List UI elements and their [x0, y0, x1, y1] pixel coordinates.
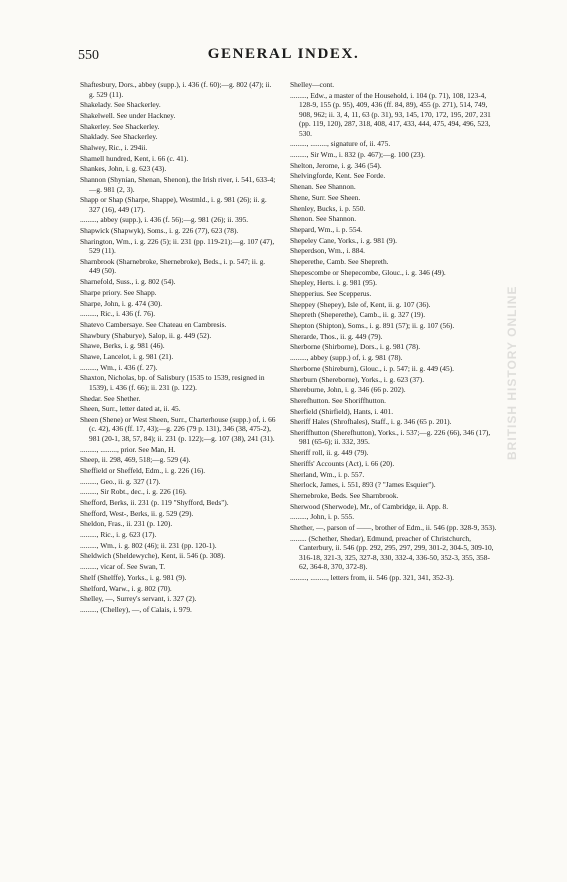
index-entry: Shepley, Herts. i. g. 981 (95). — [290, 278, 377, 288]
index-entry: Sherborne (Shireburn), Glouc., i. p. 547; ii. g. 449 (45). — [290, 363, 455, 373]
index-entry: Sherefhutton. See Shoriffhutton. — [290, 395, 386, 405]
index-entry: Sheep, ii. 298, 469, 518;—g. 529 (4). — [80, 455, 191, 465]
index-entry: Shelley, —, Surrey's servant, i. 327 (2). — [80, 594, 197, 604]
index-entry: ........., abbey (supp.) of, i. g. 981 (78). — [290, 353, 403, 363]
index-entry: Shefford, West-, Berks, ii. g. 529 (29). — [80, 508, 194, 518]
index-entry: ........., ........., letters from, ii. 546 (pp. 321, 341, 352-3). — [290, 572, 455, 582]
index-entry: Sheperdson, Wm., i. 884. — [290, 246, 365, 256]
index-entry: ........., Wm., i. 436 (f. 27). — [80, 362, 158, 372]
index-entry: Shamell hundred, Kent, i. 66 (c. 41). — [80, 153, 189, 163]
index-entry: Shene, Surr. See Sheen. — [290, 192, 361, 202]
index-entry: Shawe, Berks, i. g. 981 (46). — [80, 341, 165, 351]
index-entry: Shankes, John, i. g. 623 (43). — [80, 164, 167, 174]
index-entry: Sheperethe, Camb. See Shepreth. — [290, 256, 389, 266]
index-entry: Sharpe, John, i. g. 474 (30). — [80, 298, 163, 308]
index-entry: Shepescombe or Shepecombe, Glouc., i. g. 346 (49). — [290, 267, 446, 277]
index-entry: Shenley, Bucks, i. p. 550. — [290, 203, 366, 213]
index-entry: Shelford, Warw., i. g. 802 (70). — [80, 583, 172, 593]
index-entry: Shaxton, Nicholas, bp. of Salisbury (1535 to 1539, resigned in 1539), i. 436 (f. 66); ii. 231 (p. 122). — [80, 373, 265, 392]
index-entry: Shepreth (Sheperethe), Camb., ii. g. 327 (19). — [290, 310, 426, 320]
index-entry: Shernebroke, Beds. See Sharnbrook. — [290, 490, 399, 500]
index-entry: Shelf (Shelffe), Yorks., i. g. 981 (9). — [80, 572, 187, 582]
index-entry: Shenan. See Shannon. — [290, 182, 356, 192]
index-entry: Shawe, Lancelot, i. g. 981 (21). — [80, 351, 174, 361]
index-entry: Sherlock, James, i. 551, 893 (? "James Esquier"). — [290, 480, 436, 490]
watermark: BRITISH HISTORY ONLINE — [505, 285, 519, 460]
index-entry: Sherfield (Shirfield), Hants, i. 401. — [290, 406, 394, 416]
index-entry: Shalwey, Ric., i. 294ii. — [80, 142, 148, 152]
index-entry: ........., Sir Robt., dec., i. g. 226 (16). — [80, 487, 187, 497]
index-entry: Shakelady. See Shackerley. — [80, 100, 161, 110]
index-entry: Sherwood (Sherwode), Mr., of Cambridge, ii. App. 8. — [290, 501, 449, 511]
index-entry: Shaftesbury, Dors., abbey (supp.), i. 436 (f. 60);—g. 802 (47); ii. g. 529 (11). — [80, 80, 272, 99]
index-entry: Shether, —, parson of ——, brother of Edm., ii. 546 (pp. 328-9, 353). — [290, 522, 497, 532]
index-entry: Sharnefold, Suss., i. g. 802 (54). — [80, 277, 176, 287]
index-entry: Shedar. See Shether. — [80, 393, 141, 403]
index-entry: Shakerley. See Shackerley. — [80, 121, 160, 131]
index-entry: ........., Sir Wm., i. 832 (p. 467);—g. 100 (23). — [290, 150, 425, 160]
index-entry: Shepperius. See Scepperus. — [290, 289, 372, 298]
index-entry: Sheriffs' Accounts (Act), i. 66 (20). — [290, 458, 395, 468]
index-entry: ........., vicar of. See Swan, T. — [80, 562, 166, 572]
index-entry: ........., Edw., a master of the Household, i. 104 (p. 71), 108, 123-4, 128-9, 155 (p. 95), 409, 436 (ff. 84, 89), 455 (p. 271), 514, 749, 908, 962; ii. 3, 4, 11, 63 (p. 31), 93, 145, 170, 172, 195, 207, 231 (pp. 119, 120), 287, 318, 408, 417, 433, 444, 475, 494, 496, 523, 530. — [290, 90, 491, 138]
index-entry: Shapwick (Shapwyk), Soms., i. g. 226 (77), 623 (78). — [80, 226, 239, 236]
index-entry: Sheen (Shene) or West Sheen, Surr., Charterhouse (supp.) of, i. 66 (c. 42), 436 (ff. 17, 43);—g. 226 (79 p. 131), 346 (38, 475-2), 981 (20-1, 38, 57, 84); ii. 231 (p. 122);—g. 107 (38), 241 (31). — [80, 414, 276, 443]
index-entry: Shapp or Shap (Sharpe, Shappe), Westmld., i. g. 981 (26); ii. g. 327 (16), 449 (17). — [80, 195, 267, 214]
index-entry: Shelton, Jerome, i. g. 346 (54). — [290, 160, 382, 170]
index-entry: Shelley—cont. — [290, 80, 335, 89]
index-entry: Sheldon, Fras., ii. 231 (p. 120). — [80, 519, 173, 529]
index-entry: Shelvingforde, Kent. See Forde. — [290, 171, 386, 181]
index-entry: Sherburn (Shereborne), Yorks., i. g. 623 (37). — [290, 374, 425, 384]
index-entry: Sheldwich (Sheldewyche), Kent, ii. 546 (p. 308). — [80, 551, 226, 561]
index-entry: Shannon (Shynian, Shenan, Shenon), the Irish river, i. 541, 633-4;—g. 981 (2, 3). — [80, 175, 276, 194]
index-entry: ........., ........., signature of, ii. 475. — [290, 139, 391, 149]
index-entry: Sheppey (Shepey), Isle of, Kent, ii. g. 107 (36). — [290, 299, 431, 309]
index-entry: ........., Ric., i. 436 (f. 76). — [80, 309, 156, 319]
index-entry: ......... (Schether, Shedar), Edmund, preacher of Christchurch, Canterbury, ii. 546 (pp. 292, 295, 297, 299, 301-2, 304-5, 309-10, 316-18, 321-3, 325, 327-8, 330, 332-4, 336-50, 352-3, 355, 358-62, 364-8, 370, 372-8). — [290, 533, 494, 572]
index-entry: ........., abbey (supp.), i. 436 (f. 56);—g. 981 (26); ii. 395. — [80, 215, 249, 225]
index-entry: ........., Geo., ii. g. 327 (17). — [80, 476, 161, 486]
index-entry: Sheriffhutton (Sherefhutton), Yorks., i. 537;—g. 226 (66), 346 (17), 981 (65-6); ii. 332, 395. — [290, 427, 491, 447]
page-title: GENERAL INDEX. — [207, 46, 360, 62]
index-entry: ........., John, i. p. 555. — [290, 512, 355, 522]
index-entry: Shatevo Cambersaye. See Chateau en Cambresis. — [80, 319, 227, 329]
index-entry: Shereburne, John, i. g. 346 (66 p. 202). — [290, 385, 406, 395]
left-index-column — [80, 80, 278, 616]
index-entry: Shepard, Wm., i. p. 554. — [290, 224, 363, 234]
index-entry: Shakelwell. See under Hackney. — [80, 110, 176, 120]
index-entry: Shaklady. See Shackerley. — [80, 132, 158, 142]
index-entry: Sheffield or Sheffeld, Edm., i. g. 226 (16). — [80, 465, 206, 475]
index-entry: Sheriff roll, ii. g. 449 (79). — [290, 448, 369, 458]
index-entry: Shepton (Shipton), Soms., i. g. 891 (57); ii. g. 107 (56). — [290, 321, 455, 331]
index-entry: Sherarde, Thos., ii. g. 449 (79). — [290, 331, 383, 341]
index-entry: Sharnbrook (Sharnebroke, Shernebroke), Beds., i. p. 547; ii. g. 449 (50). — [80, 256, 266, 276]
page-number: 550 — [78, 48, 99, 63]
index-entry: ........., Ric., i. g. 623 (17). — [80, 530, 157, 540]
index-entry: ........., (Chelley), —, of Calais, i. 979. — [80, 604, 192, 614]
index-entry: Sharpe priory. See Shapp. — [80, 287, 157, 297]
index-entry: Shawbury (Shaburye), Salop, ii. g. 449 (52). — [80, 330, 212, 340]
index-entry: Sharington, Wm., i. g. 226 (5); ii. 231 (pp. 119-21);—g. 107 (47), 529 (11). — [80, 236, 275, 256]
index-entry: Shenon. See Shannon. — [290, 214, 357, 224]
index-entry: Sherland, Wm., i. p. 557. — [290, 469, 365, 479]
index-entry: Shepeley Cane, Yorks., i. g. 981 (9). — [290, 235, 397, 245]
index-entry: Shefford, Berks, ii. 231 (p. 119 "Shyfford, Beds"). — [80, 498, 229, 507]
index-entry: Sheriff Hales (Shrofhales), Staff., i. g. 346 (65 p. 201). — [290, 417, 452, 427]
index-entry: Sherborne (Shirborne), Dors., i. g. 981 (78). — [290, 342, 421, 352]
index-entry: ........., ........., prior. See Man, H. — [80, 444, 176, 454]
index-entry: ........., Wm., i. g. 802 (46); ii. 231 (pp. 120-1). — [80, 540, 217, 550]
right-index-column — [290, 80, 498, 584]
index-entry: Sheen, Surr., letter dated at, ii. 45. — [80, 404, 181, 414]
